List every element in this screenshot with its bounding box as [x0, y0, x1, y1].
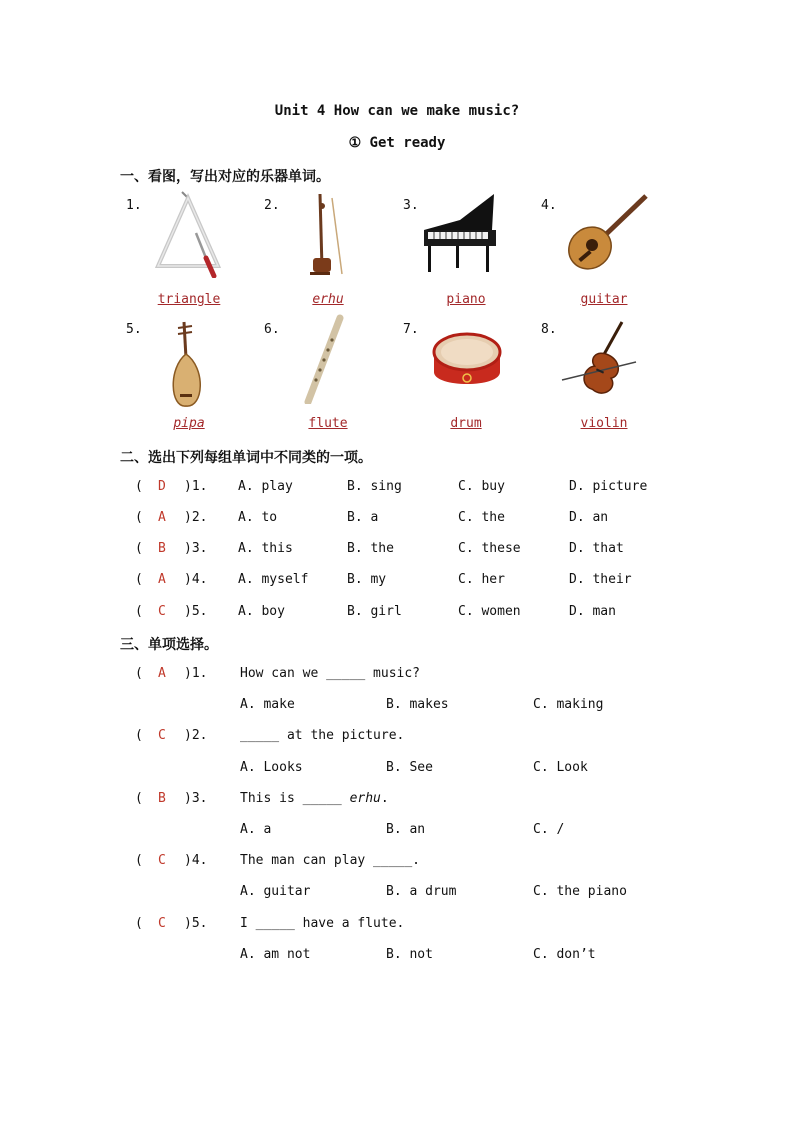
piano-icon — [420, 190, 510, 280]
answer-word: flute — [308, 416, 348, 431]
answer-letter: A — [158, 666, 166, 681]
question-row: ( D )1. A. play B. sing C. buy D. picture — [135, 479, 648, 494]
item-number: 8. — [541, 322, 557, 337]
question-row: ( C )5. A. boy B. girl C. women D. man — [135, 604, 616, 619]
options-row: A. a B. an C. / — [240, 822, 565, 837]
answer-letter: A — [158, 572, 166, 587]
answer-word: violin — [580, 416, 628, 431]
page-title: Unit 4 How can we make music? — [274, 103, 520, 119]
question-stem: How can we _____ music? — [240, 666, 421, 681]
question-stem-row: ( C )5. I _____ have a flute. — [135, 916, 405, 931]
item-number: 2. — [264, 198, 280, 213]
question-stem: _____ at the picture. — [240, 728, 405, 743]
answer-word: triangle — [157, 292, 221, 307]
drum-icon — [422, 322, 512, 412]
section2-heading: 二、选出下列每组单词中不同类的一项。 — [120, 450, 372, 466]
answer-letter: D — [158, 479, 166, 494]
flute-icon — [286, 314, 376, 404]
page-subtitle: ① Get ready — [348, 135, 446, 151]
answer-word: erhu — [312, 292, 344, 307]
pipa-icon — [146, 318, 236, 408]
answer-word: pipa — [173, 416, 205, 431]
item-number: 4. — [541, 198, 557, 213]
question-stem-row: ( C )4. The man can play _____. — [135, 853, 421, 868]
item-number: 3. — [403, 198, 419, 213]
question-stem-row: ( A )1. How can we _____ music? — [135, 666, 421, 681]
answer-letter: C — [158, 916, 166, 931]
item-number: 6. — [264, 322, 280, 337]
answer-letter: C — [158, 604, 166, 619]
erhu-icon — [284, 188, 374, 278]
item-number: 7. — [403, 322, 419, 337]
options-row: A. am not B. not C. don’t — [240, 947, 596, 962]
answer-word: guitar — [580, 292, 628, 307]
question-stem-row: ( C )2. _____ at the picture. — [135, 728, 405, 743]
item-number: 5. — [126, 322, 142, 337]
question-row: ( B )3. A. this B. the C. these D. that — [135, 541, 624, 556]
answer-word: drum — [450, 416, 482, 431]
question-stem-row: ( B )3. This is _____ erhu. — [135, 791, 389, 806]
question-stem: The man can play _____. — [240, 853, 421, 868]
answer-letter: B — [158, 791, 166, 806]
options-row: A. make B. makes C. making — [240, 697, 604, 712]
answer-letter: A — [158, 510, 166, 525]
section3-heading: 三、单项选择。 — [120, 637, 218, 653]
question-stem: I _____ have a flute. — [240, 916, 405, 931]
violin-icon — [556, 318, 646, 408]
answer-letter: C — [158, 853, 166, 868]
options-row: A. guitar B. a drum C. the piano — [240, 884, 627, 899]
triangle-icon — [148, 188, 238, 278]
answer-word: piano — [446, 292, 486, 307]
question-stem: This is _____ erhu. — [240, 791, 389, 806]
guitar-icon — [560, 190, 650, 280]
answer-letter: C — [158, 728, 166, 743]
item-number: 1. — [126, 198, 142, 213]
question-row: ( A )2. A. to B. a C. the D. an — [135, 510, 609, 525]
section1-heading: 一、看图，写出对应的乐器单词。 — [120, 169, 330, 185]
question-row: ( A )4. A. myself B. my C. her D. their — [135, 572, 632, 587]
options-row: A. Looks B. See C. Look — [240, 760, 588, 775]
answer-letter: B — [158, 541, 166, 556]
